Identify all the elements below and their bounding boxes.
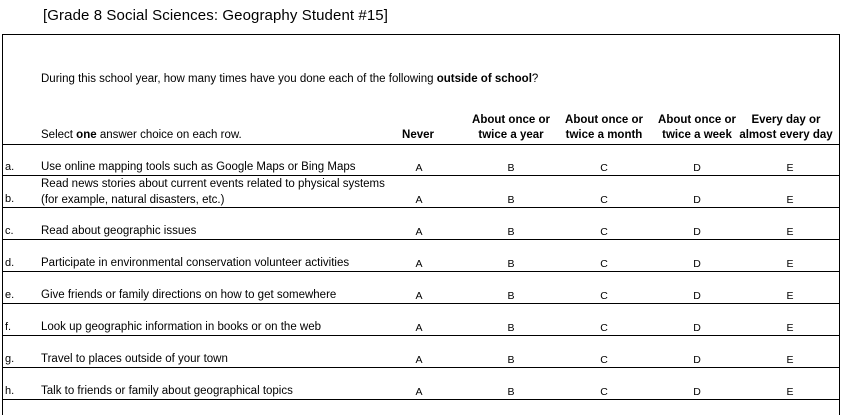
answer-option[interactable]: B: [507, 354, 515, 366]
row-question: [41, 287, 336, 303]
row-question: [41, 383, 293, 399]
row-question: [41, 319, 321, 335]
answer-option[interactable]: A: [415, 194, 423, 206]
answer-option[interactable]: A: [415, 226, 423, 238]
answer-option[interactable]: A: [415, 386, 423, 398]
answer-option[interactable]: E: [786, 226, 794, 238]
answer-option[interactable]: B: [507, 226, 515, 238]
answer-option[interactable]: C: [600, 226, 608, 238]
row-question-line: Read news stories about current events related to physical systems: [41, 178, 385, 190]
column-header-line1: About once or: [472, 114, 550, 126]
row-question: [41, 159, 356, 175]
survey-frame: [2, 34, 840, 415]
row-question-line: Travel to places outside of your town: [41, 353, 228, 365]
answer-option[interactable]: E: [786, 290, 794, 302]
row-label: d.: [5, 257, 15, 269]
row-question: [41, 223, 196, 239]
answer-option[interactable]: E: [786, 354, 794, 366]
column-header-line2: Never: [402, 129, 434, 141]
page-title: [Grade 8 Social Sciences: Geography Student #15]: [43, 7, 389, 24]
answer-option[interactable]: A: [415, 258, 423, 270]
row-label: b.: [5, 193, 15, 205]
answer-option[interactable]: C: [600, 322, 608, 334]
row-question: [41, 176, 385, 208]
row-label: e.: [5, 289, 15, 301]
answer-option[interactable]: C: [600, 354, 608, 366]
column-header-line1: Every day or: [751, 114, 821, 126]
row-question: [41, 255, 349, 271]
column-header-line1: About once or: [658, 114, 736, 126]
row-question: [41, 351, 228, 367]
question-text: [41, 73, 538, 85]
answer-option[interactable]: A: [415, 290, 423, 302]
row-question-line: Look up geographic information in books or on the web: [41, 321, 322, 333]
answer-option[interactable]: D: [693, 322, 701, 334]
answer-option[interactable]: A: [415, 322, 423, 334]
row-label: g.: [5, 353, 15, 365]
answer-option[interactable]: D: [693, 386, 701, 398]
answer-option[interactable]: D: [693, 290, 701, 302]
answer-option[interactable]: E: [786, 194, 794, 206]
answer-option[interactable]: B: [507, 258, 515, 270]
row-label: c.: [5, 225, 14, 237]
column-header-line1: About once or: [565, 114, 643, 126]
instruction-suffix: answer choice on each row.: [96, 129, 242, 141]
row-question-line: Use online mapping tools such as Google Maps or Bing Maps: [41, 161, 356, 173]
row-label: a.: [5, 161, 15, 173]
row-separator: [3, 144, 839, 145]
answer-option[interactable]: E: [786, 386, 794, 398]
question-emphasis: outside of school: [436, 73, 532, 85]
row-separator: [3, 303, 839, 304]
row-separator: [3, 271, 839, 272]
answer-option[interactable]: B: [507, 322, 515, 334]
answer-option[interactable]: A: [415, 162, 423, 174]
row-label: h.: [5, 385, 15, 397]
answer-option[interactable]: D: [693, 162, 701, 174]
column-header-line2: almost every day: [739, 129, 833, 141]
answer-option[interactable]: D: [693, 354, 701, 366]
instruction-prefix: Select: [41, 129, 77, 141]
row-separator: [3, 367, 839, 368]
column-header-daily: [734, 113, 838, 143]
answer-option[interactable]: E: [786, 258, 794, 270]
answer-option[interactable]: C: [600, 258, 608, 270]
answer-option[interactable]: B: [507, 386, 515, 398]
answer-option[interactable]: B: [507, 162, 515, 174]
answer-option[interactable]: C: [600, 386, 608, 398]
instruction-emphasis: one: [76, 129, 97, 141]
answer-option[interactable]: C: [600, 162, 608, 174]
row-question-line: (for example, natural disasters, etc.): [41, 194, 225, 206]
row-question-line: Read about geographic issues: [41, 225, 197, 237]
column-header-line2: twice a week: [662, 129, 732, 141]
instruction-text: [41, 129, 242, 141]
column-header-line2: twice a year: [478, 129, 544, 141]
row-question-line: Talk to friends or family about geographical topics: [41, 385, 293, 397]
answer-option[interactable]: A: [415, 354, 423, 366]
question-prefix: During this school year, how many times have you done each of the following: [41, 73, 437, 85]
answer-option[interactable]: E: [786, 162, 794, 174]
answer-option[interactable]: B: [507, 290, 515, 302]
answer-option[interactable]: D: [693, 226, 701, 238]
row-question-line: Give friends or family directions on how to get somewhere: [41, 289, 337, 301]
answer-option[interactable]: C: [600, 290, 608, 302]
answer-option[interactable]: D: [693, 194, 701, 206]
row-separator: [3, 399, 839, 400]
row-separator: [3, 239, 839, 240]
row-question-line: Participate in environmental conservation volunteer activities: [41, 257, 350, 269]
answer-option[interactable]: C: [600, 194, 608, 206]
answer-option[interactable]: E: [786, 322, 794, 334]
answer-option[interactable]: D: [693, 258, 701, 270]
answer-option[interactable]: B: [507, 194, 515, 206]
column-header-line2: twice a month: [565, 129, 643, 141]
row-separator: [3, 335, 839, 336]
question-suffix: ?: [531, 73, 539, 85]
row-label: f.: [5, 321, 12, 333]
